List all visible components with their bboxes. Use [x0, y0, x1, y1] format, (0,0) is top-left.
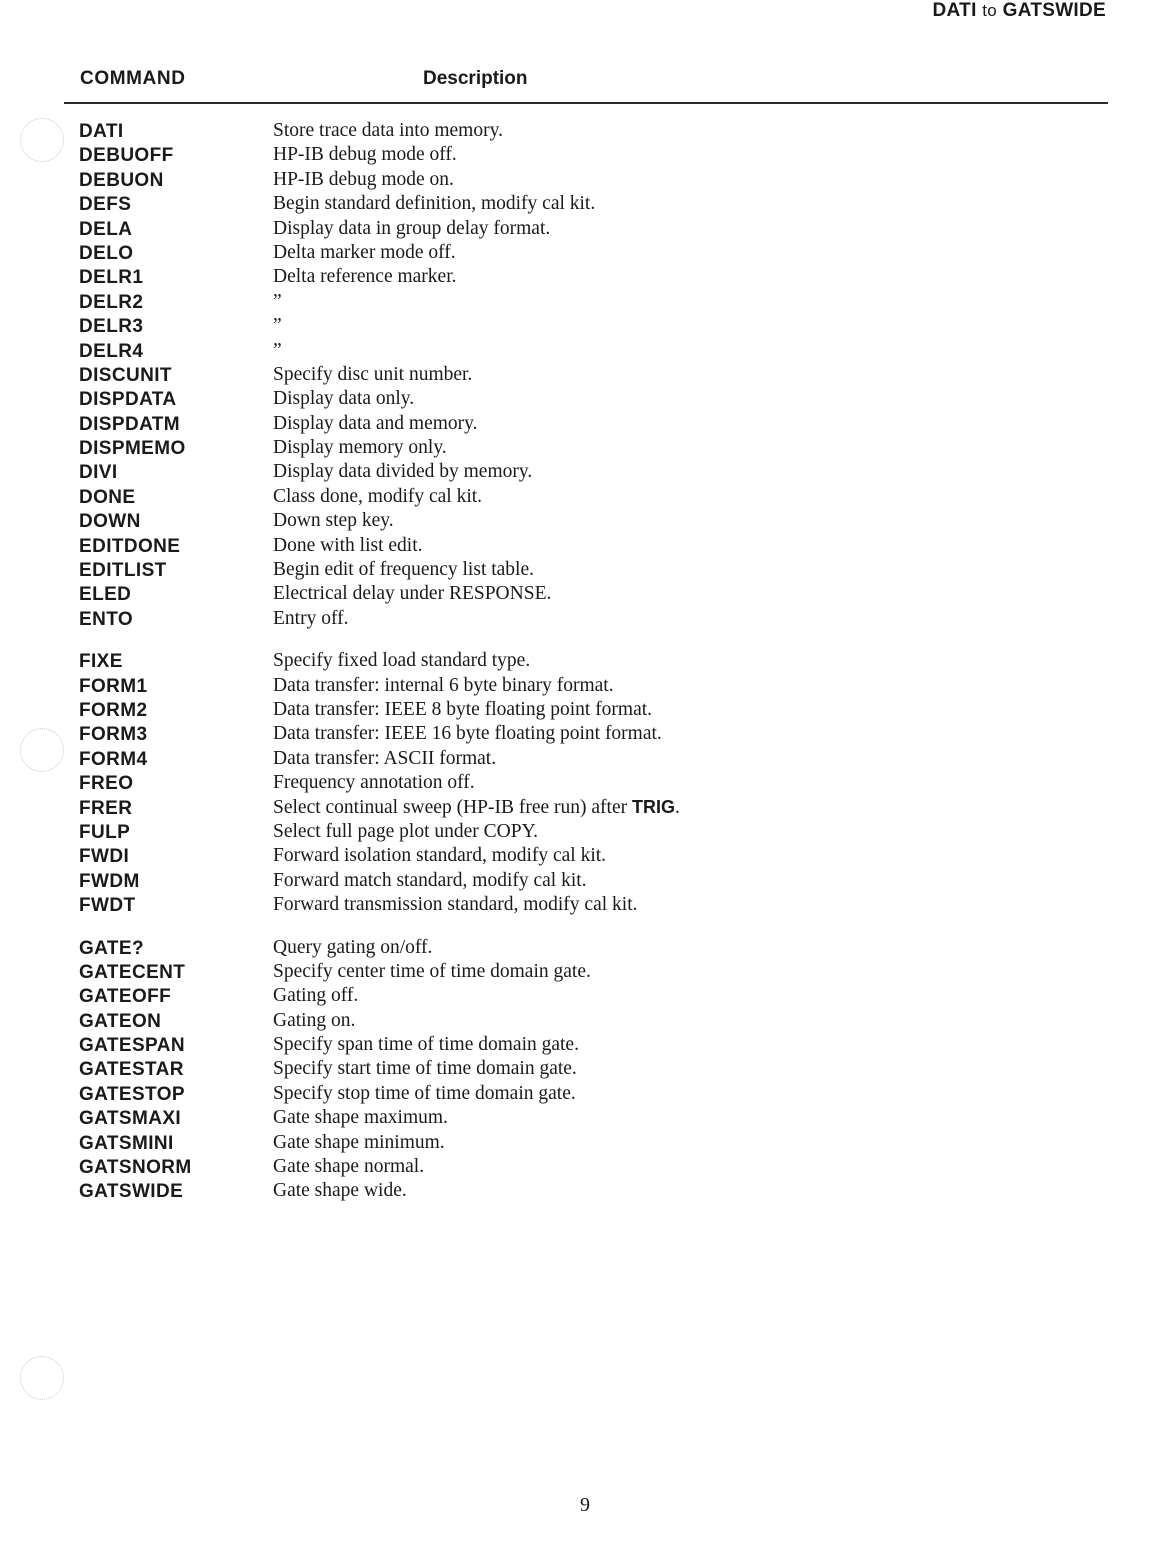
command-description-text: Delta reference marker. — [273, 266, 457, 288]
command-description — [273, 675, 614, 697]
command-mnemonic: DISPDATM — [79, 413, 181, 435]
command-description-text: Data transfer: IEEE 16 byte floating point format. — [273, 723, 662, 745]
command-row — [0, 461, 1176, 485]
command-row — [0, 772, 1176, 796]
command-description — [273, 1156, 424, 1178]
command-description-text: Display data only. — [273, 388, 415, 410]
command-description-text: Forward transmission standard, modify cal kit. — [273, 894, 638, 916]
command-description-text: Done with list edit. — [273, 534, 423, 556]
page-number: 9 — [580, 1494, 590, 1516]
command-description — [273, 1083, 576, 1105]
command-description-text: ” — [273, 315, 282, 337]
command-row — [0, 315, 1176, 339]
command-group — [0, 650, 1176, 918]
header-range-start: DATI — [932, 0, 977, 21]
command-description-text: Display data and memory. — [273, 412, 478, 434]
command-mnemonic: GATESPAN — [79, 1035, 185, 1057]
command-description-text: Begin standard definition, modify cal kit. — [273, 193, 596, 215]
command-row — [0, 699, 1176, 723]
command-keyword: TRIG — [631, 796, 675, 817]
command-mnemonic: ENTO — [79, 608, 134, 630]
command-description-text: Display data in group delay format. — [273, 217, 551, 239]
command-mnemonic: DONE — [79, 486, 136, 508]
command-description — [273, 723, 662, 745]
command-row — [0, 1132, 1176, 1156]
command-description-text: Specify disc unit number. — [273, 363, 473, 385]
command-row — [0, 486, 1176, 510]
command-mnemonic: GATSMINI — [79, 1132, 174, 1154]
command-mnemonic: DELR2 — [79, 291, 144, 313]
command-row — [0, 535, 1176, 559]
command-description — [273, 797, 680, 819]
command-mnemonic: EDITLIST — [79, 560, 167, 582]
command-row — [0, 937, 1176, 961]
command-mnemonic: DELR1 — [79, 267, 144, 289]
command-description — [273, 699, 652, 721]
description-column-heading: Description — [423, 68, 528, 89]
command-row — [0, 675, 1176, 699]
command-row — [0, 748, 1176, 772]
command-mnemonic: DELA — [79, 218, 133, 240]
command-description — [273, 340, 282, 362]
command-column-heading: COMMAND — [80, 68, 186, 89]
command-mnemonic: FIXE — [79, 651, 123, 673]
command-row — [0, 218, 1176, 242]
command-description-text: Gating on. — [273, 1009, 356, 1031]
command-description — [273, 1132, 445, 1154]
command-mnemonic: DISPMEMO — [79, 438, 186, 460]
command-mnemonic: GATSMAXI — [79, 1108, 182, 1130]
command-description — [273, 388, 414, 410]
command-row — [0, 193, 1176, 217]
command-row — [0, 242, 1176, 266]
command-description-text: Gate shape minimum. — [273, 1131, 445, 1153]
command-mnemonic: GATESTOP — [79, 1083, 185, 1105]
command-description — [273, 845, 606, 867]
command-description — [273, 583, 551, 605]
command-description — [273, 437, 447, 459]
command-description — [273, 1180, 407, 1202]
command-description — [273, 266, 457, 288]
command-description-text: Gate shape wide. — [273, 1180, 407, 1202]
command-description-text: HP-IB debug mode on. — [273, 168, 454, 190]
command-row — [0, 1058, 1176, 1082]
header-range-to: to — [982, 1, 998, 20]
command-description — [273, 144, 457, 166]
command-description — [273, 894, 637, 916]
command-mnemonic: FWDT — [79, 895, 136, 917]
command-description — [273, 510, 394, 532]
command-row — [0, 961, 1176, 985]
command-description-text: Begin edit of frequency list table. — [273, 559, 535, 581]
command-description-text: Query gating on/off. — [273, 936, 433, 958]
command-row — [0, 340, 1176, 364]
command-description-text: Select continual sweep (HP-IB free run) after — [273, 796, 628, 818]
command-row — [0, 169, 1176, 193]
command-description-text: Specify start time of time domain gate. — [273, 1058, 577, 1080]
command-description-text: Gate shape maximum. — [273, 1107, 448, 1129]
command-description — [273, 961, 591, 983]
command-row — [0, 1034, 1176, 1058]
command-mnemonic: EDITDONE — [79, 535, 181, 557]
command-mnemonic: DEFS — [79, 194, 132, 216]
command-description-text: ” — [273, 339, 282, 361]
command-description-text: Specify span time of time domain gate. — [273, 1034, 579, 1056]
command-list — [0, 120, 1176, 1205]
command-mnemonic: GATE? — [79, 937, 144, 959]
command-description — [273, 364, 472, 386]
command-row — [0, 364, 1176, 388]
command-description — [273, 1107, 448, 1129]
header-range-end: GATSWIDE — [1002, 0, 1106, 21]
command-description — [273, 821, 538, 843]
command-description — [273, 535, 423, 557]
command-row — [0, 1107, 1176, 1131]
command-row — [0, 1180, 1176, 1204]
command-mnemonic: DOWN — [79, 511, 141, 533]
command-mnemonic: GATSNORM — [79, 1157, 192, 1179]
command-description-text: Specify fixed load standard type. — [273, 650, 531, 672]
command-description — [273, 461, 532, 483]
command-row — [0, 870, 1176, 894]
command-row — [0, 388, 1176, 412]
command-mnemonic: FORM4 — [79, 748, 148, 770]
command-row — [0, 583, 1176, 607]
command-mnemonic: DIVI — [79, 462, 118, 484]
command-row — [0, 1083, 1176, 1107]
command-description — [273, 193, 595, 215]
command-description-text: Select full page plot under COPY. — [273, 820, 539, 842]
command-mnemonic: FWDM — [79, 870, 140, 892]
command-description — [273, 772, 475, 794]
command-description-text: Down step key. — [273, 510, 394, 532]
command-mnemonic: DATI — [79, 121, 124, 142]
command-description-text: Specify center time of time domain gate. — [273, 960, 591, 982]
command-mnemonic: FORM2 — [79, 699, 148, 721]
command-description-text: Gate shape normal. — [273, 1156, 425, 1178]
command-description — [273, 1010, 355, 1032]
command-row — [0, 266, 1176, 290]
command-mnemonic: DEBUON — [79, 169, 164, 191]
command-description — [273, 937, 432, 959]
command-mnemonic: FORM3 — [79, 724, 148, 746]
command-description-text: Forward isolation standard, modify cal kit. — [273, 845, 607, 867]
command-mnemonic: GATECENT — [79, 961, 186, 983]
punch-hole-mark — [20, 1356, 64, 1400]
command-description-text: Data transfer: IEEE 8 byte floating point format. — [273, 698, 653, 720]
command-mnemonic: GATESTAR — [79, 1059, 184, 1081]
command-row — [0, 510, 1176, 534]
command-description — [273, 559, 534, 581]
command-description — [273, 608, 348, 630]
command-row — [0, 894, 1176, 918]
command-description — [273, 486, 482, 508]
command-description — [273, 870, 587, 892]
command-description-text: Specify stop time of time domain gate. — [273, 1082, 576, 1104]
running-header — [933, 0, 1106, 22]
command-row — [0, 608, 1176, 632]
command-description — [273, 748, 496, 770]
command-mnemonic: DISCUNIT — [79, 364, 172, 386]
command-description — [273, 1058, 577, 1080]
command-description-end: . — [674, 796, 680, 818]
command-description-text: Delta marker mode off. — [273, 241, 456, 263]
command-mnemonic: FWDI — [79, 846, 130, 868]
command-description-text: Store trace data into memory. — [273, 120, 503, 141]
command-description-text: Electrical delay under RESPONSE. — [273, 583, 552, 605]
command-row — [0, 1156, 1176, 1180]
command-mnemonic: DISPDATA — [79, 389, 177, 411]
command-mnemonic: ELED — [79, 584, 132, 606]
command-mnemonic: DELR3 — [79, 316, 144, 338]
command-row — [0, 985, 1176, 1009]
command-description-text: HP-IB debug mode off. — [273, 144, 457, 166]
command-mnemonic: DEBUOFF — [79, 145, 174, 167]
command-description — [273, 218, 550, 240]
command-description — [273, 242, 456, 264]
command-description — [273, 650, 530, 672]
heading-divider — [64, 102, 1108, 104]
command-description-text: Frequency annotation off. — [273, 772, 475, 794]
command-mnemonic: DELO — [79, 242, 134, 264]
command-description-text: Display data divided by memory. — [273, 461, 533, 483]
command-row — [0, 650, 1176, 674]
command-mnemonic: DELR4 — [79, 340, 144, 362]
command-description-text: Forward match standard, modify cal kit. — [273, 869, 587, 891]
command-row — [0, 723, 1176, 747]
command-description-text: Data transfer: ASCII format. — [273, 747, 497, 769]
command-description — [273, 291, 282, 313]
command-row — [0, 1010, 1176, 1034]
command-group — [0, 120, 1176, 632]
command-row — [0, 797, 1176, 821]
command-row — [0, 437, 1176, 461]
command-mnemonic: GATEOFF — [79, 986, 172, 1008]
command-description — [273, 1034, 579, 1056]
command-group — [0, 937, 1176, 1205]
command-description — [273, 169, 454, 191]
command-description-text: Class done, modify cal kit. — [273, 485, 483, 507]
command-description-text: Display memory only. — [273, 437, 447, 459]
command-description-text: Entry off. — [273, 607, 349, 629]
command-description — [273, 985, 358, 1007]
command-description — [273, 413, 478, 435]
command-mnemonic: FULP — [79, 821, 131, 843]
command-description-text: ” — [273, 290, 282, 312]
command-description — [273, 120, 503, 142]
command-description-text: Data transfer: internal 6 byte binary format. — [273, 674, 614, 696]
command-mnemonic: FORM1 — [79, 675, 148, 697]
command-description — [273, 315, 282, 337]
command-description-text: Gating off. — [273, 985, 359, 1007]
command-row — [0, 559, 1176, 583]
command-row — [0, 413, 1176, 437]
command-mnemonic: FRER — [79, 797, 133, 819]
command-mnemonic: GATEON — [79, 1010, 162, 1032]
command-row — [0, 821, 1176, 845]
command-row — [0, 120, 1176, 144]
command-row — [0, 845, 1176, 869]
command-row — [0, 144, 1176, 168]
command-mnemonic: FREO — [79, 773, 134, 795]
command-mnemonic: GATSWIDE — [79, 1181, 184, 1203]
command-row — [0, 291, 1176, 315]
